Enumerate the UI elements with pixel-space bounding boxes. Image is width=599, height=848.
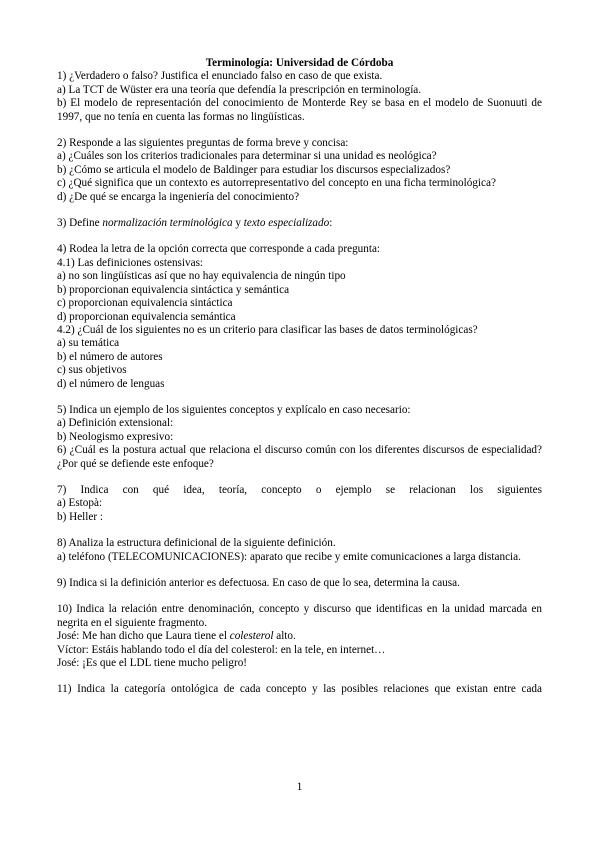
question-2-a: a) ¿Cuáles son los criterios tradicionales para determinar si una unidad es neológica? <box>57 150 437 163</box>
question-3-prefix: 3) Define <box>57 217 103 230</box>
question-3 <box>57 217 542 230</box>
document-page <box>57 57 542 697</box>
question-3-suffix: : <box>329 217 333 230</box>
question-7 <box>57 484 542 524</box>
question-1-b: b) El modelo de representación del conocimiento de Monterde Rey se basa en el modelo de Suonuuti de 1997, que no tenía en cuenta las formas no lingüísticas. <box>57 97 542 123</box>
question-4-2-option-b: b) el número de autores <box>57 350 163 363</box>
question-5-a: a) Definición extensional: <box>57 417 174 430</box>
question-7-b: b) Heller : <box>57 510 103 523</box>
question-10-line-1-prefix: José: Me han dicho que Laura tiene el <box>57 630 230 643</box>
question-2 <box>57 137 542 204</box>
question-4-2-option-c: c) sus objetivos <box>57 364 127 377</box>
question-10-heading: 10) Indica la relación entre denominación, concepto y discurso que identificas en la unidad marcada en negrita en el siguiente fragmento. <box>57 603 542 629</box>
question-2-c: c) ¿Qué significa que un contexto es autorrepresentativo del concepto en una ficha terminológica? <box>57 177 496 190</box>
question-2-heading: 2) Responde a las siguientes preguntas de forma breve y concisa: <box>57 137 349 150</box>
question-4-2-option-d: d) el número de lenguas <box>57 377 165 390</box>
question-2-b: b) ¿Cómo se articula el modelo de Baldinger para estudiar los discursos especializados? <box>57 163 451 176</box>
question-10-term: colesterol <box>229 630 274 643</box>
question-8-a: a) teléfono (TELECOMUNICACIONES): aparato que recibe y emite comunicaciones a larga distancia. <box>57 550 521 563</box>
question-5-heading: 5) Indica un ejemplo de los siguientes conceptos y explícalo en caso necesario: <box>57 403 411 416</box>
question-4-2: 4.2) ¿Cuál de los siguientes no es un criterio para clasificar las bases de datos terminológicas? <box>57 323 478 336</box>
question-11 <box>57 683 542 696</box>
question-10-line-1-suffix: alto. <box>273 630 296 643</box>
question-2-d: d) ¿De qué se encarga la ingeniería del conocimiento? <box>57 190 300 203</box>
question-4-1-option-d: d) proporcionan equivalencia semántica <box>57 310 236 323</box>
question-10-line-2: Víctor: Estáis hablando todo el día del colesterol: en la tele, en internet… <box>57 643 386 656</box>
question-10-line-3: José: ¡Es que el LDL tiene mucho peligro! <box>57 657 248 670</box>
question-4 <box>57 243 542 390</box>
question-9-heading: 9) Indica si la definición anterior es defectuosa. En caso de que lo sea, determina la causa. <box>57 577 460 589</box>
question-10-line-1 <box>57 630 542 643</box>
question-11-heading: 11) Indica la categoría ontológica de cada concepto y las posibles relaciones que existan entre cada <box>57 683 542 696</box>
question-9 <box>57 577 542 590</box>
question-1-heading: 1) ¿Verdadero o falso? Justifica el enunciado falso en caso de que exista. <box>57 70 383 83</box>
question-8-heading: 8) Analiza la estructura definicional de la siguiente definición. <box>57 537 336 550</box>
question-1-a: a) La TCT de Wüster era una teoría que defendía la prescripción en terminología. <box>57 83 422 96</box>
question-4-1-option-b: b) proporcionan equivalencia sintáctica y semántica <box>57 283 290 296</box>
question-5 <box>57 404 542 471</box>
question-4-heading: 4) Rodea la letra de la opción correcta que corresponde a cada pregunta: <box>57 243 381 256</box>
question-8 <box>57 537 542 564</box>
question-6: 6) ¿Cuál es la postura actual que relaciona el discurso común con los diferentes discursos de especialidad? ¿Por qué se defiende este enfoque? <box>57 444 542 470</box>
question-5-b: b) Neologismo expresivo: <box>57 430 174 443</box>
document-title: Terminología: Universidad de Córdoba <box>205 57 394 69</box>
question-4-1-option-a: a) no son lingüísticas así que no hay equivalencia de ningún tipo <box>57 270 346 283</box>
question-7-heading: 7) Indica con qué idea, teoría, concepto o ejemplo se relacionan los siguientes <box>57 483 542 496</box>
question-3-heading <box>57 217 542 230</box>
page-number: 1 <box>296 781 303 793</box>
question-1 <box>57 70 542 124</box>
question-3-term-2: texto especializado <box>243 217 330 230</box>
question-3-term-1: normalización terminológica <box>102 217 233 230</box>
question-4-1: 4.1) Las definiciones ostensivas: <box>57 256 204 269</box>
question-10 <box>57 603 542 670</box>
question-3-middle: y <box>232 217 244 230</box>
question-4-1-option-c: c) proporcionan equivalencia sintáctica <box>57 297 233 310</box>
question-7-a: a) Estopà: <box>57 497 103 510</box>
question-4-2-option-a: a) su temática <box>57 337 120 350</box>
